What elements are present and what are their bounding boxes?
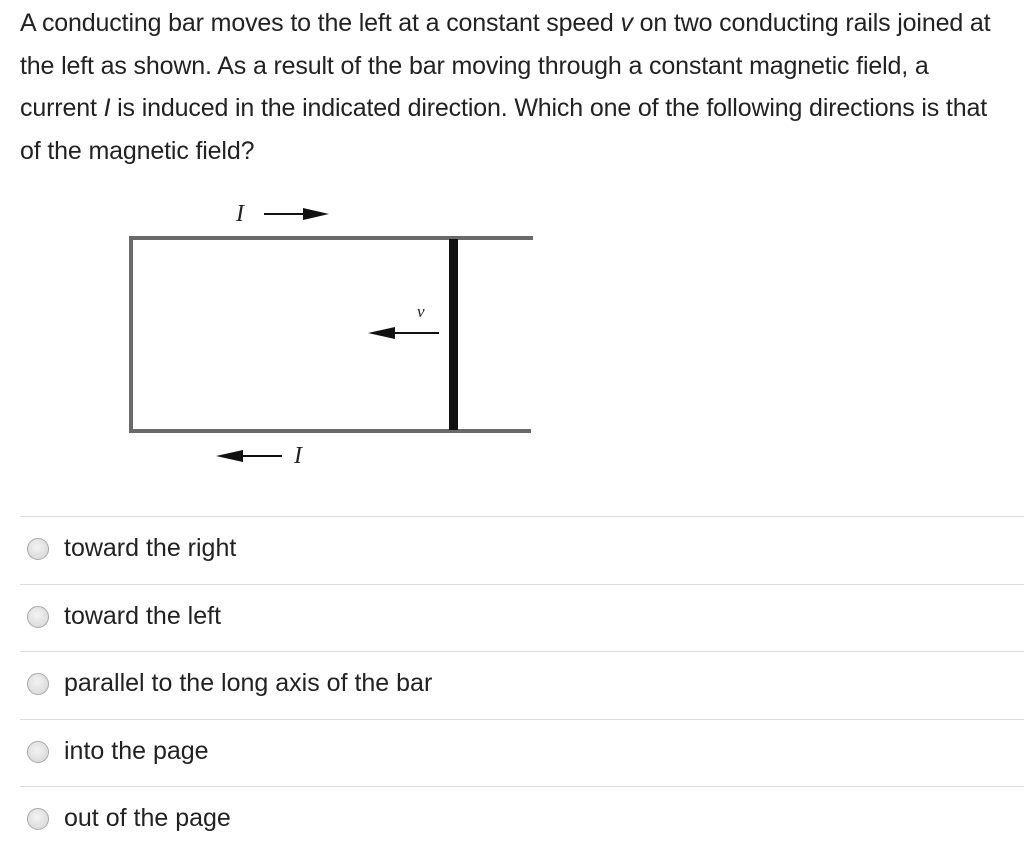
choice-toward-left[interactable] — [20, 584, 1024, 652]
question-text-part2: on two conducting rails joined at the left as shown. As a result of the bar moving through a constant magnetic field, a current — [20, 9, 991, 122]
velocity-arrow — [368, 327, 439, 339]
current-arrow-bottom — [216, 450, 282, 462]
choice-into-page[interactable] — [20, 719, 1024, 787]
current-label-bottom: I — [294, 443, 302, 469]
choice-label: toward the left — [64, 601, 222, 630]
choice-parallel-to-bar[interactable] — [20, 651, 1024, 719]
conducting-bar — [449, 239, 458, 430]
choice-label: out of the page — [64, 804, 231, 832]
velocity-variable: v — [620, 9, 633, 37]
current-label-top: I — [236, 201, 244, 227]
choice-out-of-page[interactable] — [20, 786, 1024, 842]
velocity-label: v — [417, 302, 425, 321]
question-text-part1: A conducting bar moves to the left at a constant speed — [20, 9, 621, 37]
radio-button[interactable] — [27, 741, 49, 763]
choice-toward-right[interactable] — [20, 516, 1024, 584]
current-variable: I — [103, 94, 111, 122]
answer-choices — [20, 516, 1024, 842]
question-text-part3: is induced in the indicated direction. Which one of the following directions is that of the magnetic field? — [20, 94, 988, 165]
radio-button[interactable] — [27, 673, 49, 695]
rail-top — [131, 238, 533, 431]
choice-label: toward the right — [64, 534, 237, 562]
choice-label: into the page — [64, 736, 209, 765]
choice-label: parallel to the long axis of the bar — [64, 669, 433, 697]
current-arrow-top — [264, 208, 329, 220]
radio-button[interactable] — [27, 538, 49, 560]
radio-button[interactable] — [27, 606, 49, 628]
radio-button[interactable] — [27, 808, 49, 830]
